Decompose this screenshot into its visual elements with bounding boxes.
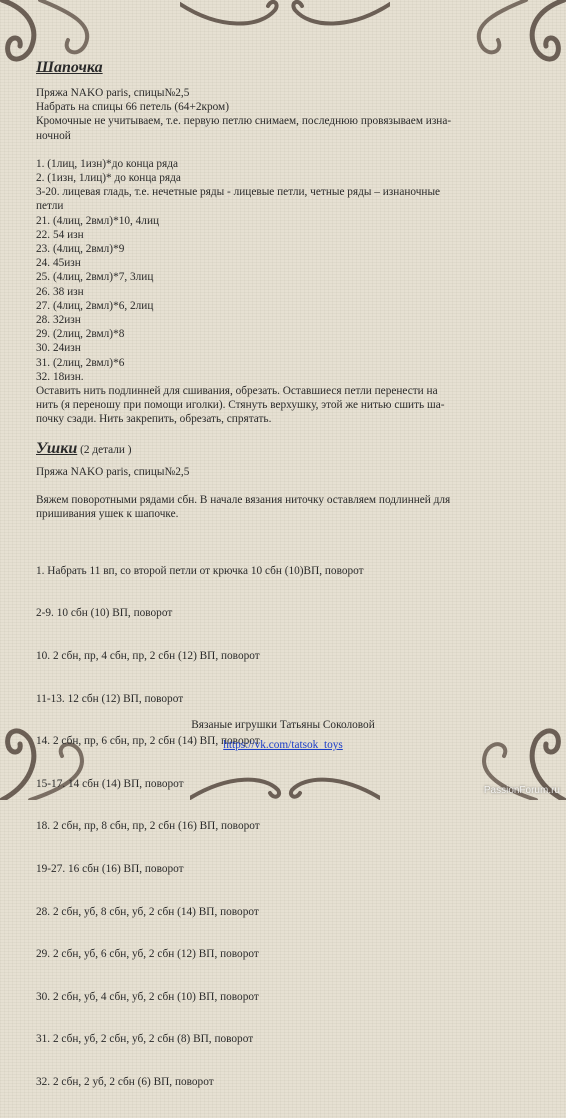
ears-row: 31. 2 сбн, уб, 2 сбн, уб, 2 сбн (8) ВП, поворот (36, 1033, 254, 1046)
ears-row: 28. 2 сбн, уб, 8 сбн, уб, 2 сбн (14) ВП, поворот (36, 905, 259, 918)
ears-row: 18. 2 сбн, пр, 8 сбн, пр, 2 сбн (16) ВП, поворот (36, 820, 260, 833)
ears-subtitle: (2 детали ) (80, 443, 132, 456)
hat-finish-line: Оставить нить подлинней для сшивания, обрезать. Оставшиеся петли перенести на (36, 385, 438, 398)
hat-yarn: Пряжа NAKO paris, спицы№2,5 (36, 87, 190, 99)
ears-row: 30. 2 сбн, уб, 4 сбн, уб, 2 сбн (10) ВП, поворот (36, 990, 259, 1003)
hat-finish (36, 384, 536, 427)
hat-row: петли (36, 200, 64, 213)
ears-row: 2-9. 10 сбн (10) ВП, поворот (36, 607, 173, 620)
ears-yarn: Пряжа NAKO paris, спицы№2,5 (36, 465, 190, 478)
ears-row: 10. 2 сбн, пр, 4 сбн, пр, 2 сбн (12) ВП, поворот (36, 649, 260, 662)
ears-intro-2: пришивания ушек к шапочке. (36, 508, 179, 521)
site-watermark: PassionForum.ru (483, 785, 560, 796)
hat-row: 21. (4лиц, 2вмл)*10, 4лиц (36, 214, 160, 227)
hat-row: 1. (1лиц, 1изн)*до конца ряда (36, 157, 179, 170)
ears-row: 19-27. 16 сбн (16) ВП, поворот (36, 862, 184, 875)
hat-row: 3-20. лицевая гладь, т.е. нечетные ряды - лицевые петли, четные ряды – изнаночные (36, 186, 441, 199)
vk-link[interactable]: https://vk.com/tatsok_toys (223, 739, 343, 751)
ears-row: 29. 2 сбн, уб, 6 сбн, уб, 2 сбн (12) ВП, поворот (36, 948, 259, 961)
ornament-top-center (180, 0, 390, 50)
hat-row: 27. (4лиц, 2вмл)*6, 2лиц (36, 299, 154, 312)
hat-row: 28. 32изн (36, 314, 81, 327)
ears-title: Ушки (36, 439, 78, 457)
ears-row: 11-13. 12 сбн (12) ВП, поворот (36, 692, 184, 705)
ears-row: 32. 2 сбн, 2 уб, 2 сбн (6) ВП, поворот (36, 1076, 214, 1088)
hat-row: 2. (1изн, 1лиц)* до конца ряда (36, 172, 181, 185)
pattern-text (36, 58, 536, 1118)
hat-row: 22. 54 изн (36, 228, 84, 241)
hat-edge-note-2: ночной (36, 129, 71, 142)
ears-intro-1: Вяжем поворотными рядами сбн. В начале вязания ниточку оставляем подлинней для (36, 493, 451, 506)
ears-row: 1. Набрать 11 вп, со второй петли от крючка 10 сбн (10)ВП, поворот (36, 564, 364, 577)
ears-heading (36, 439, 536, 459)
hat-finish-line: почку сзади. Нить закрепить, обрезать, спрятать. (36, 413, 272, 426)
hat-finish-line: нить (я переношу при помощи иголки). Стянуть верхушку, этой же нитью сшить ша- (36, 399, 445, 412)
hat-title: Шапочка (36, 59, 103, 76)
hat-row: 31. (2лиц, 2вмл)*6 (36, 356, 125, 369)
hat-row: 25. (4лиц, 2вмл)*7, 3лиц (36, 271, 154, 284)
author-credit: Вязаные игрушки Татьяны Соколовой (191, 719, 375, 731)
hat-edge-note-1: Кромочные не учитываем, т.е. первую петлю снимаем, последнюю провязываем изна- (36, 115, 452, 128)
hat-row: 26. 38 изн (36, 285, 84, 298)
ears-rows (36, 535, 536, 1117)
hat-row: 24. 45изн (36, 257, 81, 270)
hat-row: 30. 24изн (36, 342, 81, 355)
hat-row: 32. 18изн. (36, 370, 84, 383)
hat-rows (36, 157, 536, 384)
ears-row: 14. 2 сбн, пр, 6 сбн, пр, 2 сбн (14) ВП, поворот (36, 735, 260, 748)
hat-row: 29. (2лиц, 2вмл)*8 (36, 328, 125, 341)
ears-row: 15-17. 14 сбн (14) ВП, поворот (36, 777, 184, 790)
hat-cast-on: Набрать на спицы 66 петель (64+2кром) (36, 101, 229, 114)
hat-row: 23. (4лиц, 2вмл)*9 (36, 243, 125, 256)
